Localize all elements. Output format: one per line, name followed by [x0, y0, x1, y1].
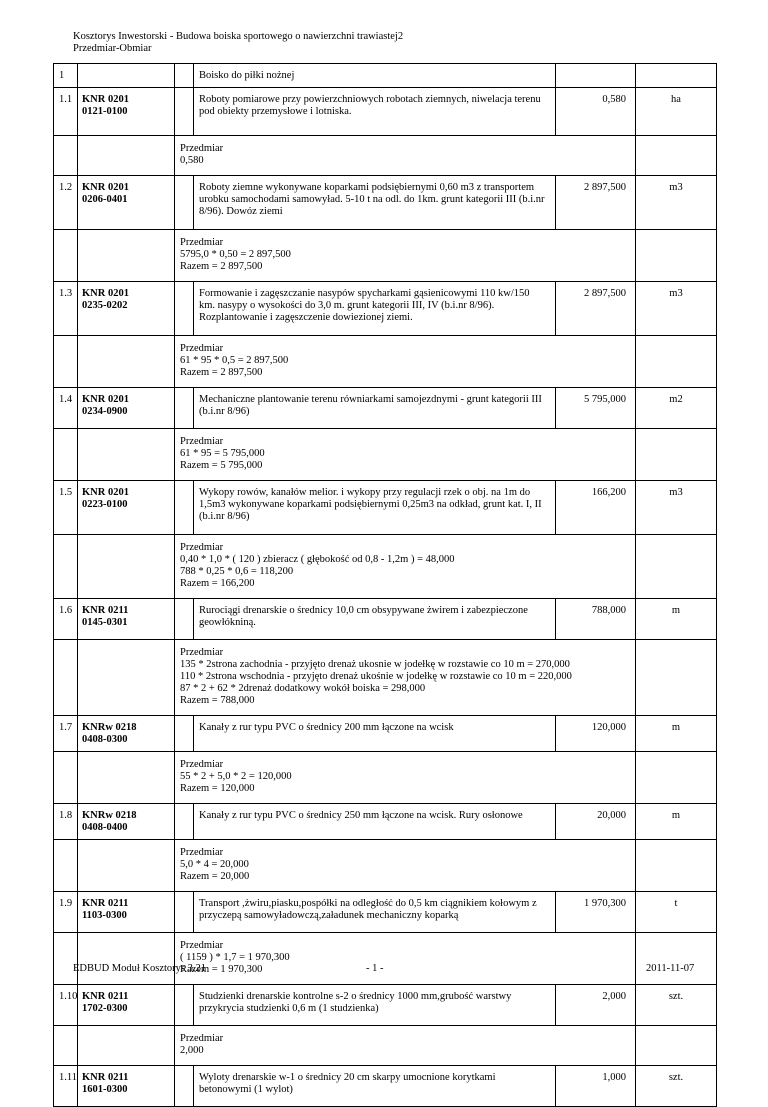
measurement-calculation: Przedmiar ( 1159 ) * 1,7 = 1 970,300 Razem = 1 970,300 — [175, 933, 636, 985]
item-code-position: 1601-0300 — [82, 1084, 128, 1095]
measurement-row — [54, 429, 717, 481]
item-code — [78, 282, 175, 336]
item-row — [54, 481, 717, 535]
item-description: Kanały z rur typu PVC o średnicy 200 mm łączone na wcisk — [194, 716, 556, 752]
item-code-catalog: KNR 0201 — [82, 182, 129, 193]
measurement-row — [54, 840, 717, 892]
item-number: 1.9 — [54, 892, 78, 933]
item-unit: szt. — [636, 1066, 717, 1107]
item-description: Wykopy rowów, kanałów melior. i wykopy przy regulacji rzek o obj. na 1m do 1,5m3 wykonywane koparkami podsiębiernymi 0,25m3 na odkład, grunt kat. I, II (b.i.nr 8/96) — [194, 481, 556, 535]
measurement-calculation: Przedmiar 0,580 — [175, 136, 636, 176]
document-title: Kosztorys Inwestorski - Budowa boiska sportowego o nawierzchni trawiastej2 — [73, 31, 404, 42]
item-code — [78, 388, 175, 429]
item-unit: ha — [636, 88, 717, 136]
item-code — [78, 1066, 175, 1107]
item-code-catalog: KNR 0201 — [82, 487, 129, 498]
item-number: 1.6 — [54, 599, 78, 640]
item-code-position: 0235-0202 — [82, 300, 128, 311]
measurement-calculation: Przedmiar 2,000 — [175, 1026, 636, 1066]
measurement-row — [54, 336, 717, 388]
item-number: 1.5 — [54, 481, 78, 535]
item-code-position: 1702-0300 — [82, 1003, 128, 1014]
item-number: 1.11 — [54, 1066, 78, 1107]
item-code-position: 0223-0100 — [82, 499, 128, 510]
item-description: Roboty pomiarowe przy powierzchniowych robotach ziemnych, niwelacja terenu pod obiekty przemysłowe i lotniska. — [194, 88, 556, 136]
item-code-catalog: KNRw 0218 — [82, 810, 137, 821]
section-name: Boisko do piłki nożnej — [194, 64, 556, 88]
item-code-catalog: KNR 0211 — [82, 1072, 129, 1083]
item-description: Mechaniczne plantowanie terenu równiarkami samojezdnymi - grunt kategorii III (b.i.nr 8/96) — [194, 388, 556, 429]
item-code — [78, 716, 175, 752]
item-description: Transport ,żwiru,piasku,pospółki na odległość do 0,5 km ciągnikiem kołowym z przyczepą samowyładowczą,załadunek mechaniczny koparką — [194, 892, 556, 933]
item-code-position: 0145-0301 — [82, 617, 128, 628]
item-quantity: 0,580 — [556, 88, 636, 136]
item-quantity: 2,000 — [556, 985, 636, 1026]
item-row — [54, 176, 717, 230]
item-number: 1.7 — [54, 716, 78, 752]
cost-estimate-table — [53, 63, 717, 1107]
document-header — [73, 31, 403, 55]
item-quantity: 2 897,500 — [556, 176, 636, 230]
measurement-calculation: Przedmiar 5795,0 * 0,50 = 2 897,500 Razem = 2 897,500 — [175, 230, 636, 282]
measurement-row — [54, 933, 717, 985]
footer-page-number: - 1 - — [366, 963, 384, 974]
item-unit: m — [636, 804, 717, 840]
item-row — [54, 388, 717, 429]
item-quantity: 1 970,300 — [556, 892, 636, 933]
measurement-row — [54, 535, 717, 599]
item-code-position: 0206-0401 — [82, 194, 128, 205]
item-code-catalog: KNR 0201 — [82, 288, 129, 299]
item-description: Rurociągi drenarskie o średnicy 10,0 cm obsypywane żwirem i zabezpieczone geowłókniną. — [194, 599, 556, 640]
item-code-catalog: KNR 0201 — [82, 394, 129, 405]
item-description: Wyloty drenarskie w-1 o średnicy 20 cm skarpy umocnione korytkami betonowymi (1 wylot) — [194, 1066, 556, 1107]
item-unit: t — [636, 892, 717, 933]
measurement-row — [54, 1026, 717, 1066]
item-unit: m3 — [636, 176, 717, 230]
measurement-row — [54, 230, 717, 282]
document-subtitle: Przedmiar-Obmiar — [73, 43, 152, 54]
footer-date: 2011-11-07 — [646, 963, 695, 974]
item-row — [54, 892, 717, 933]
item-code-position: 0234-0900 — [82, 406, 128, 417]
item-code-catalog: KNR 0201 — [82, 94, 129, 105]
measurement-row — [54, 640, 717, 716]
item-quantity: 788,000 — [556, 599, 636, 640]
item-code — [78, 599, 175, 640]
item-row — [54, 804, 717, 840]
item-code — [78, 892, 175, 933]
footer-software: EDBUD Moduł Kosztorys 3.21 — [73, 963, 206, 974]
item-code — [78, 804, 175, 840]
item-description: Roboty ziemne wykonywane koparkami podsiębiernymi 0,60 m3 z transportem urobku samochodami samowyład. 5-10 t na odl. do 1km. grunt kategorii III (b.i.nr 8/96). Dowóz ziemi — [194, 176, 556, 230]
item-description: Kanały z rur typu PVC o średnicy 250 mm łączone na wcisk. Rury osłonowe — [194, 804, 556, 840]
item-code-position: 0408-0400 — [82, 822, 128, 833]
item-number: 1.8 — [54, 804, 78, 840]
item-code-catalog: KNR 0211 — [82, 605, 129, 616]
measurement-calculation: Przedmiar 61 * 95 = 5 795,000 Razem = 5 795,000 — [175, 429, 636, 481]
measurement-calculation: Przedmiar 135 * 2strona zachodnia - przyjęto drenaż ukosnie w jodełkę w rozstawie co 10 m = 270,000 110 * 2strona wschodnia - przyjęto drenaż ukośnie w jodełkę w rozstawie co 10 m = 220,000 87 * 2 + 62 * 2drenaż dodatkowy wokół boiska = 298,000 Razem = 788,000 — [175, 640, 636, 716]
section-row — [54, 64, 717, 88]
item-code-catalog: KNR 0211 — [82, 898, 129, 909]
measurement-calculation: Przedmiar 0,40 * 1,0 * ( 120 ) zbieracz ( głębokość od 0,8 - 1,2m ) = 48,000 788 * 0,25 * 0,6 = 118,200 Razem = 166,200 — [175, 535, 636, 599]
item-unit: szt. — [636, 985, 717, 1026]
item-code-catalog: KNRw 0218 — [82, 722, 137, 733]
measurement-row — [54, 752, 717, 804]
item-quantity: 2 897,500 — [556, 282, 636, 336]
item-row — [54, 282, 717, 336]
item-code — [78, 176, 175, 230]
item-row — [54, 716, 717, 752]
item-unit: m3 — [636, 282, 717, 336]
item-number: 1.2 — [54, 176, 78, 230]
item-description: Studzienki drenarskie kontrolne s-2 o średnicy 1000 mm,grubość warstwy przykrycia studzienki 0,6 m (1 studzienka) — [194, 985, 556, 1026]
item-unit: m3 — [636, 481, 717, 535]
item-unit: m — [636, 599, 717, 640]
item-number: 1.4 — [54, 388, 78, 429]
item-number: 1.10 — [54, 985, 78, 1026]
item-code-catalog: KNR 0211 — [82, 991, 129, 1002]
measurement-calculation: Przedmiar 55 * 2 + 5,0 * 2 = 120,000 Razem = 120,000 — [175, 752, 636, 804]
item-quantity: 120,000 — [556, 716, 636, 752]
item-row — [54, 599, 717, 640]
measurement-calculation: Przedmiar 61 * 95 * 0,5 = 2 897,500 Razem = 2 897,500 — [175, 336, 636, 388]
measurement-row — [54, 136, 717, 176]
item-unit: m — [636, 716, 717, 752]
item-number: 1.3 — [54, 282, 78, 336]
item-code-position: 0408-0300 — [82, 734, 128, 745]
item-quantity: 5 795,000 — [556, 388, 636, 429]
item-quantity: 20,000 — [556, 804, 636, 840]
item-quantity: 1,000 — [556, 1066, 636, 1107]
item-code — [78, 985, 175, 1026]
item-code — [78, 88, 175, 136]
item-row — [54, 88, 717, 136]
item-code-position: 1103-0300 — [82, 910, 127, 921]
item-code — [78, 481, 175, 535]
item-code-position: 0121-0100 — [82, 106, 128, 117]
item-quantity: 166,200 — [556, 481, 636, 535]
item-row — [54, 1066, 717, 1107]
item-row — [54, 985, 717, 1026]
item-number: 1.1 — [54, 88, 78, 136]
item-unit: m2 — [636, 388, 717, 429]
section-number: 1 — [54, 64, 78, 88]
item-description: Formowanie i zagęszczanie nasypów spycharkami gąsienicowymi 110 kw/150 km. nasypy o wysokości do 3,0 m. grunt kategorii III, IV (b.i.nr 8/96). Rozplantowanie i zagęszczenie dowiezionej ziemi. — [194, 282, 556, 336]
measurement-calculation: Przedmiar 5,0 * 4 = 20,000 Razem = 20,000 — [175, 840, 636, 892]
